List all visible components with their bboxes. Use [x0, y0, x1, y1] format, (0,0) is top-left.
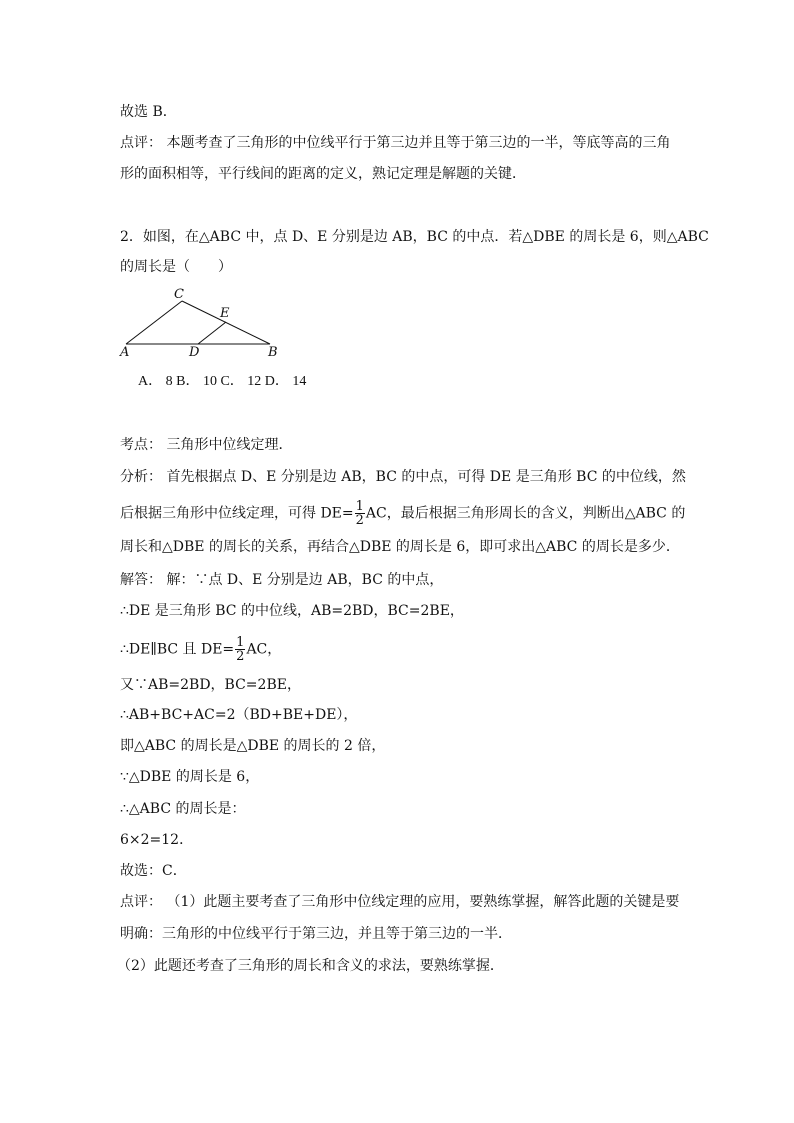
jieda-line-3 [120, 636, 281, 663]
label-d: D [189, 345, 200, 360]
answer-options: A． 8 B． 10 C． 12 D． 14 [138, 374, 307, 389]
previous-comment-line-1: 点评： 本题考查了三角形的中位线平行于第三边并且等于第三边的一半，等底等高的三角 [120, 135, 671, 151]
label-c: C [174, 287, 184, 302]
jieda-line-1: 解答： 解：∵点 D、E 分别是边 AB，BC 的中点， [120, 572, 444, 588]
previous-comment-line-2: 形的面积相等，平行线间的距离的定义，熟记定理是解题的关键． [120, 166, 526, 182]
fenxi-line-2 [120, 500, 685, 527]
fenxi-line-3: 周长和△DBE 的周长的关系，再结合△DBE 的周长是 6，即可求出△ABC 的周长是多少． [120, 539, 680, 555]
jieda-line-6: 即△ABC 的周长是△DBE 的周长的 2 倍， [120, 738, 386, 754]
jieda-line-8: ∴△ABC 的周长是： [120, 801, 246, 817]
jieda-line-4: 又∵AB=2BD，BC=2BE， [120, 677, 301, 693]
fenxi-text-b: AC，最后根据三角形周长的含义，判断出△ABC 的 [365, 505, 686, 522]
dianping-line-1: 点评： （1）此题主要考查了三角形中位线定理的应用，要熟练掌握，解答此题的关键是要 [120, 894, 680, 910]
fraction-one-half: $\frac{1}{2}$ [355, 499, 364, 528]
label-a: A [120, 345, 130, 360]
fraction-one-half: $\frac{1}{2}$ [236, 635, 245, 664]
jieda-line-9: 6×2=12． [120, 832, 194, 848]
segment-de [198, 322, 226, 344]
question-line-1: 2．如图，在△ABC 中，点 D、E 分别是边 AB，BC 的中点．若△DBE 的周长是 6，则△ABC [120, 229, 709, 245]
triangle-figure [118, 286, 288, 362]
previous-answer: 故选 B． [120, 104, 177, 120]
label-e: E [220, 306, 230, 321]
fenxi-line-1: 分析： 首先根据点 D、E 分别是边 AB，BC 的中点，可得 DE 是三角形 BC 的中位线，然 [120, 469, 686, 485]
jieda-line-5: ∴AB+BC+AC=2（BD+BE+DE）， [120, 707, 358, 723]
jieda-line-7: ∵△DBE 的周长是 6， [120, 769, 260, 785]
jieda-line-2: ∴DE 是三角形 BC 的中位线，AB=2BD，BC=2BE， [120, 603, 464, 619]
dianping-line-3: （2）此题还考查了三角形的周长和含义的求法，要熟练掌握． [117, 958, 504, 974]
label-b: B [268, 345, 278, 360]
jieda-text-a: ∴DE∥BC 且 DE= [120, 641, 235, 658]
kaodian: 考点： 三角形中位线定理． [120, 437, 293, 453]
dianping-line-2: 明确：三角形的中位线平行于第三边，并且等于第三边的一半． [120, 926, 512, 942]
final-answer: 故选：C． [120, 863, 187, 879]
jieda-text-b: AC， [246, 641, 282, 658]
question-line-2: 的周长是（ ） [120, 259, 232, 275]
fenxi-text-a: 后根据三角形中位线定理，可得 DE= [120, 505, 354, 522]
segment-ac [126, 301, 182, 344]
